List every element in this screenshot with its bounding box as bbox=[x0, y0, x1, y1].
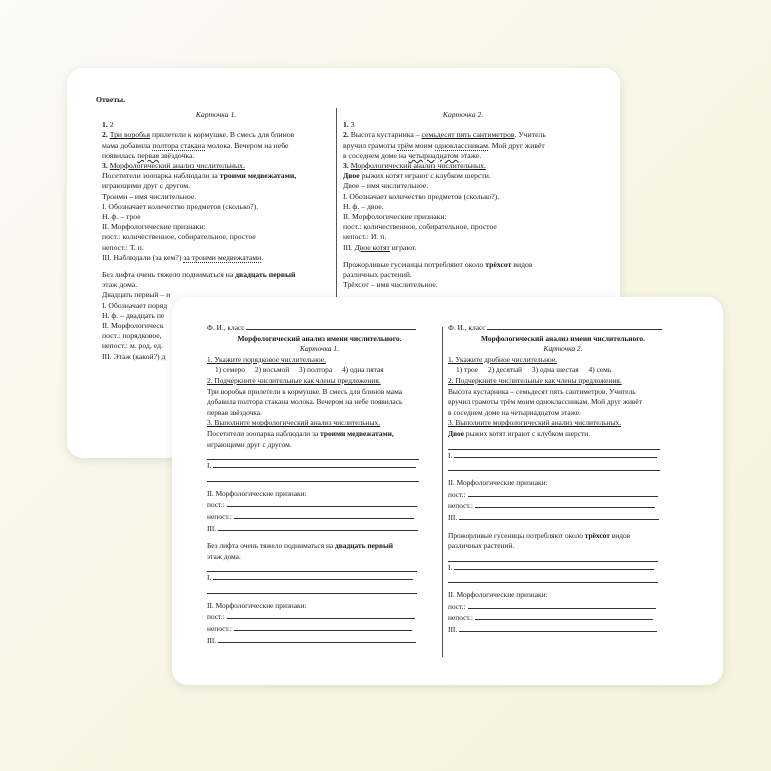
answer-field-line[interactable]: III. bbox=[448, 512, 678, 524]
answer-field-line[interactable]: I. bbox=[207, 572, 432, 584]
morph-heading: II. Морфологические признаки: bbox=[207, 600, 307, 610]
task-text-line: Высота кустарника – семьдесят пять сантиметров. Учитель bbox=[448, 386, 636, 396]
sentence-line: этаж дома. bbox=[207, 551, 241, 561]
option-4[interactable]: 4) семь bbox=[588, 365, 612, 375]
answer-field-line[interactable]: непост.: bbox=[207, 623, 432, 635]
worksheet-heading: Морфологический анализ имени числительного. bbox=[481, 333, 645, 343]
analysis-line: Двое – имя числительное. bbox=[343, 181, 429, 191]
answer-field-line[interactable]: пост.: bbox=[448, 489, 678, 501]
answer-field[interactable] bbox=[448, 573, 658, 583]
analysis-line: непост.: И. п. bbox=[343, 232, 387, 242]
task-text-line: вручил грамоты трём моим одноклассникам. Мой друг живёт bbox=[448, 397, 642, 407]
answer-field[interactable] bbox=[207, 562, 417, 572]
option-1[interactable]: 1) трое bbox=[456, 365, 479, 375]
answers-heading: Ответы. bbox=[96, 95, 126, 104]
answer-field[interactable] bbox=[207, 584, 417, 594]
answer-field[interactable] bbox=[207, 472, 419, 482]
analysis-line: Н. ф. – двадцать пе bbox=[102, 310, 165, 320]
answer-field[interactable] bbox=[448, 552, 658, 562]
answer-options bbox=[207, 365, 432, 376]
option-1[interactable]: 1) семеро bbox=[215, 365, 246, 375]
answer-2-line-2: вручил грамоты трём моим одноклассникам. Мой друг живёт bbox=[343, 140, 545, 150]
task-text-line: в соседнем доме на четырнадцатом этаже. bbox=[448, 407, 581, 417]
morph-heading: II. Морфологические признаки: bbox=[448, 590, 548, 600]
analysis-line: I. Обозначает поряд bbox=[102, 300, 168, 310]
sentence-line: Посетители зоопарка наблюдали за троими медвежатами, bbox=[102, 171, 297, 181]
sentence-line: Прожорливые гусеницы потребляют около трёхсот видов bbox=[343, 259, 533, 269]
name-class-line: Ф. И., класс bbox=[448, 322, 678, 334]
answer-field-line[interactable]: III. bbox=[207, 635, 432, 647]
card-title: Карточка 1. bbox=[300, 344, 339, 354]
column-divider bbox=[442, 327, 443, 657]
answer-field-line[interactable]: пост.: bbox=[207, 499, 432, 511]
option-4[interactable]: 4) одна пятая bbox=[341, 365, 384, 375]
sentence-line: Прожорливые гусеницы потребляют около трёхсот видов bbox=[448, 530, 631, 540]
sentence-line: Посетители зоопарка наблюдали за троими медвежатами, bbox=[207, 428, 394, 438]
answer-field-line[interactable]: пост.: bbox=[448, 601, 678, 613]
analysis-line: Троими – имя числительное. bbox=[102, 191, 197, 201]
worksheet-card bbox=[172, 297, 723, 685]
answer-2-line-1: 2. Три воробья прилетели к кормушке. В смесь для блинов bbox=[102, 130, 295, 140]
analysis-line: I. Обозначает количество предметов (сколько?). bbox=[343, 191, 500, 201]
analysis-line: II. Морфологические признаки: bbox=[343, 212, 447, 222]
task-text-line: первая звёздочка. bbox=[207, 407, 262, 417]
sentence-line: различных растений. bbox=[343, 270, 412, 280]
answer-field-line[interactable]: пост.: bbox=[207, 611, 432, 623]
analysis-line: I. Обозначает количество предметов (сколько?). bbox=[102, 201, 259, 211]
answer-2-line-3: появилась первая звёздочка. bbox=[102, 150, 195, 160]
card-title: Карточка 1. bbox=[195, 110, 237, 119]
answer-field-line[interactable]: III. bbox=[207, 523, 432, 535]
morph-heading: II. Морфологические признаки: bbox=[207, 488, 307, 498]
answer-field-line[interactable]: I. bbox=[448, 562, 678, 574]
analysis-line: III. Наблюдали (за кем?) за троими медвежатами. bbox=[102, 252, 264, 262]
task-1: 1. Укажите дробное числительное. bbox=[448, 354, 557, 364]
answer-field-line[interactable]: непост.: bbox=[448, 612, 678, 624]
answer-field-line[interactable]: III. bbox=[448, 624, 678, 636]
worksheet-card2-column bbox=[448, 322, 678, 636]
sentence-line: Двое рыжих котят играют с клубком шерсти. bbox=[448, 428, 591, 438]
answer-3-heading: 3. Морфологический анализ числительных. bbox=[343, 161, 486, 171]
answer-3-heading: 3. Морфологический анализ числительных. bbox=[102, 161, 245, 171]
analysis-line: III. Двое котят играют. bbox=[343, 242, 417, 252]
sentence-line: Без лифта очень тяжело подниматься на двадцать первый bbox=[102, 270, 296, 280]
card-title: Карточка 2. bbox=[543, 344, 583, 354]
answer-field[interactable] bbox=[448, 461, 660, 471]
answer-field[interactable] bbox=[448, 440, 660, 450]
analysis-line: пост.: количественное, собирательное, простое bbox=[343, 222, 497, 232]
sentence-line: Двое рыжих котят играют с клубком шерсти. bbox=[343, 171, 491, 181]
option-2[interactable]: 2) восьмой bbox=[254, 365, 290, 375]
task-2: 2. Подчеркните числительные как члены предложения. bbox=[207, 375, 381, 385]
analysis-line: непост.: м. род, ед. bbox=[102, 341, 163, 351]
answer-field-line[interactable]: I. bbox=[448, 450, 678, 462]
answer-field-line[interactable]: I. bbox=[207, 460, 432, 472]
sentence-line: Без лифта очень тяжело подниматься на двадцать первый bbox=[207, 541, 394, 551]
sentence-line: играющими друг с другом. bbox=[207, 439, 292, 449]
worksheet-card1-column bbox=[207, 322, 432, 646]
answer-2-line-2: мама добавила полтора стакана молока. Вечером на небе bbox=[102, 140, 289, 150]
option-2[interactable]: 2) десятый bbox=[487, 365, 523, 375]
sentence-line: различных растений. bbox=[448, 541, 515, 551]
task-1: 1. Укажите порядковое числительное. bbox=[207, 354, 326, 364]
analysis-line: II. Морфологические признаки: bbox=[102, 222, 206, 232]
answer-1: 1. 3 bbox=[343, 120, 355, 130]
name-class-line: Ф. И., класс bbox=[207, 322, 432, 334]
task-2: 2. Подчеркните числительные как члены предложения. bbox=[448, 375, 622, 385]
analysis-line: III. Этаж (какой?) д bbox=[102, 351, 166, 361]
task-text-line: добавила полтора стакана молока. Вечером на небе появилась bbox=[207, 397, 403, 407]
option-3[interactable]: 3) одна шестая bbox=[531, 365, 579, 375]
task-3: 3. Выполните морфологический анализ числительных. bbox=[207, 418, 381, 428]
analysis-line: Н. ф. – двое. bbox=[343, 201, 384, 211]
analysis-line: пост.: количественное, собирательное, простое bbox=[102, 232, 256, 242]
answer-1: 1. 2 bbox=[102, 120, 114, 130]
analysis-line: Н. ф. – трое bbox=[102, 212, 141, 222]
answer-field[interactable] bbox=[207, 450, 419, 460]
answer-field-line[interactable]: непост.: bbox=[448, 500, 678, 512]
answer-options bbox=[448, 365, 678, 376]
analysis-line: II. Морфологическ bbox=[102, 321, 164, 331]
option-3[interactable]: 3) полтора bbox=[299, 365, 333, 375]
analysis-line: Двадцать первый – и bbox=[102, 290, 171, 300]
card-title: Карточка 2. bbox=[442, 110, 484, 119]
analysis-line: Трёхсот – имя числительное. bbox=[343, 280, 438, 290]
worksheet-heading: Морфологический анализ имени числительного. bbox=[237, 333, 402, 343]
analysis-line: пост.: порядковое, bbox=[102, 331, 162, 341]
answer-2-line-3: в соседнем доме на четырнадцатом этаже. bbox=[343, 150, 482, 160]
answer-2-line-1: 2. Высота кустарника – семьдесят пять сантиметров. Учитель bbox=[343, 130, 546, 140]
task-text-line: Три воробья прилетели к кормушке. В смесь для блинов мама bbox=[207, 386, 402, 396]
sentence-line: этаж дома. bbox=[102, 280, 138, 290]
analysis-line: непост.: Т. п. bbox=[102, 242, 144, 252]
sentence-line: играющими друг с другом. bbox=[102, 181, 191, 191]
morph-heading: II. Морфологические признаки: bbox=[448, 478, 548, 488]
answer-field-line[interactable]: непост.: bbox=[207, 511, 432, 523]
answers-card2-column bbox=[343, 110, 583, 290]
task-3: 3. Выполните морфологический анализ числительных. bbox=[448, 418, 622, 428]
